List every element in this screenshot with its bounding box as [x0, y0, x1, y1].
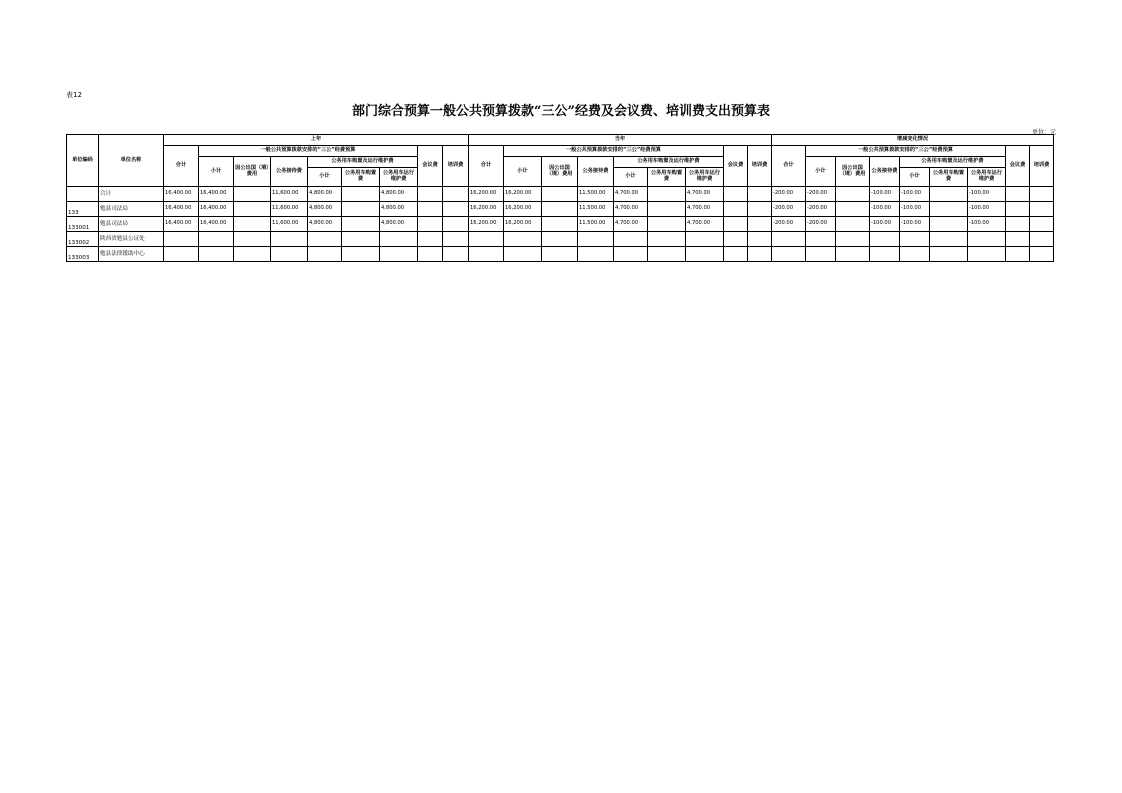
header-unit-name: 单位名称 — [99, 135, 164, 187]
table-number: 表12 — [66, 91, 82, 99]
header-vehicle: 公务用车购置及运行维护费 — [900, 157, 1006, 168]
row-value-cell: 11,500.00 — [578, 187, 614, 202]
row-value-cell: -100.00 — [870, 217, 900, 232]
row-value-cell — [772, 247, 806, 262]
row-value-cell — [836, 187, 870, 202]
table-row — [67, 232, 1054, 247]
row-value-cell — [968, 232, 1006, 247]
header-vehicle-purchase: 公务用车购置费 — [648, 168, 686, 187]
row-value-cell — [542, 202, 578, 217]
row-value-cell — [342, 202, 380, 217]
row-value-cell: 11,500.00 — [578, 202, 614, 217]
row-value-cell: 4,700.00 — [686, 187, 724, 202]
row-value-cell — [836, 247, 870, 262]
header-sanggong: 一般公共预算拨款安排的“三公”经费预算 — [504, 146, 724, 157]
header-abroad: 因公出国（境）费用 — [836, 157, 870, 187]
row-unit-code: 133 — [67, 202, 99, 217]
row-value-cell: 11,600.00 — [271, 187, 308, 202]
row-value-cell — [443, 247, 469, 262]
row-value-cell — [748, 202, 772, 217]
table-body — [67, 187, 1054, 262]
row-value-cell — [748, 247, 772, 262]
row-unit-code — [67, 187, 99, 202]
row-value-cell: -200.00 — [806, 187, 836, 202]
row-value-cell: -100.00 — [900, 187, 930, 202]
row-value-cell — [1006, 247, 1030, 262]
row-value-cell — [724, 232, 748, 247]
row-value-cell — [1030, 187, 1054, 202]
header-group-change: 增减变化情况 — [772, 135, 1054, 146]
row-value-cell: 16,400.00 — [199, 217, 234, 232]
row-value-cell — [504, 232, 542, 247]
row-value-cell — [748, 232, 772, 247]
row-value-cell — [686, 247, 724, 262]
row-value-cell — [748, 187, 772, 202]
header-vehicle-operation: 公务用车运行维护费 — [686, 168, 724, 187]
row-value-cell: -200.00 — [806, 217, 836, 232]
row-value-cell — [199, 232, 234, 247]
row-value-cell — [724, 187, 748, 202]
row-value-cell: 16,200.00 — [504, 202, 542, 217]
row-value-cell: 4,700.00 — [614, 202, 648, 217]
row-value-cell — [418, 202, 443, 217]
row-unit-code: 133001 — [67, 217, 99, 232]
row-value-cell — [806, 232, 836, 247]
header-subtotal: 小计 — [504, 157, 542, 187]
budget-table — [66, 134, 1054, 262]
header-vehicle-subtotal: 小计 — [308, 168, 342, 187]
row-value-cell — [578, 247, 614, 262]
row-value-cell — [836, 232, 870, 247]
header-subtotal: 小计 — [199, 157, 234, 187]
row-value-cell: 4,800.00 — [380, 187, 418, 202]
row-value-cell — [418, 217, 443, 232]
row-value-cell — [443, 232, 469, 247]
row-value-cell: -200.00 — [772, 202, 806, 217]
row-value-cell: -200.00 — [772, 187, 806, 202]
row-value-cell: 4,800.00 — [380, 202, 418, 217]
header-abroad: 因公出国（境）费用 — [234, 157, 271, 187]
row-value-cell — [380, 247, 418, 262]
row-value-cell: 4,800.00 — [308, 217, 342, 232]
header-vehicle-operation: 公务用车运行维护费 — [380, 168, 418, 187]
row-value-cell — [648, 217, 686, 232]
header-total: 合计 — [164, 146, 199, 187]
header-vehicle: 公务用车购置及运行维护费 — [308, 157, 418, 168]
row-value-cell — [870, 232, 900, 247]
row-value-cell — [542, 247, 578, 262]
row-value-cell — [648, 247, 686, 262]
header-vehicle-subtotal: 小计 — [900, 168, 930, 187]
row-value-cell — [900, 232, 930, 247]
row-value-cell: 11,600.00 — [271, 202, 308, 217]
row-value-cell — [542, 187, 578, 202]
header-total: 合计 — [469, 146, 504, 187]
header-meeting: 会议费 — [418, 146, 443, 187]
row-value-cell — [342, 247, 380, 262]
row-value-cell — [870, 247, 900, 262]
header-sanggong: 一般公共预算拨款安排的“三公”经费预算 — [806, 146, 1006, 157]
row-value-cell — [234, 187, 271, 202]
header-reception: 公务接待费 — [578, 157, 614, 187]
unit-label: 单位：元 — [1031, 129, 1056, 136]
header-training: 培训费 — [443, 146, 469, 187]
row-value-cell — [930, 247, 968, 262]
header-vehicle-operation: 公务用车运行维护费 — [968, 168, 1006, 187]
table-row — [67, 202, 1054, 217]
row-value-cell: 4,700.00 — [614, 217, 648, 232]
row-value-cell — [1030, 247, 1054, 262]
row-value-cell — [930, 217, 968, 232]
row-value-cell: 16,400.00 — [199, 202, 234, 217]
row-value-cell — [900, 247, 930, 262]
header-reception: 公务接待费 — [870, 157, 900, 187]
row-value-cell — [836, 217, 870, 232]
header-subtotal: 小计 — [806, 157, 836, 187]
header-sanggong: 一般公共预算拨款安排的“三公”经费预算 — [199, 146, 418, 157]
row-value-cell: -200.00 — [772, 217, 806, 232]
row-value-cell: 16,400.00 — [164, 187, 199, 202]
row-value-cell — [469, 232, 504, 247]
row-value-cell: 11,600.00 — [271, 217, 308, 232]
header-training: 培训费 — [1030, 146, 1054, 187]
row-value-cell — [271, 232, 308, 247]
row-value-cell — [271, 247, 308, 262]
row-value-cell — [234, 232, 271, 247]
row-value-cell: 16,400.00 — [164, 202, 199, 217]
header-reception: 公务接待费 — [271, 157, 308, 187]
row-value-cell — [443, 202, 469, 217]
row-value-cell: 4,700.00 — [614, 187, 648, 202]
row-value-cell — [724, 217, 748, 232]
header-meeting: 会议费 — [1006, 146, 1030, 187]
row-value-cell — [686, 232, 724, 247]
header-vehicle-purchase: 公务用车购置费 — [342, 168, 380, 187]
row-value-cell: -100.00 — [968, 187, 1006, 202]
row-value-cell — [443, 187, 469, 202]
row-value-cell — [648, 202, 686, 217]
row-value-cell — [342, 232, 380, 247]
table-row — [67, 187, 1054, 202]
row-value-cell: 4,800.00 — [308, 202, 342, 217]
row-unit-code: 133002 — [67, 232, 99, 247]
row-unit-name: 合计 — [99, 187, 164, 202]
row-value-cell: 16,200.00 — [504, 217, 542, 232]
row-unit-name: 陕西省勉县公证处 — [99, 232, 164, 247]
row-value-cell — [542, 217, 578, 232]
row-value-cell — [443, 217, 469, 232]
row-value-cell — [648, 187, 686, 202]
row-value-cell — [504, 247, 542, 262]
header-unit-code: 单位编码 — [67, 135, 99, 187]
row-value-cell — [772, 232, 806, 247]
row-value-cell — [578, 232, 614, 247]
header-vehicle-subtotal: 小计 — [614, 168, 648, 187]
row-unit-code: 133003 — [67, 247, 99, 262]
header-total: 合计 — [772, 146, 806, 187]
row-value-cell — [542, 232, 578, 247]
row-value-cell — [1006, 187, 1030, 202]
row-value-cell — [614, 247, 648, 262]
row-value-cell — [164, 247, 199, 262]
row-value-cell — [1006, 202, 1030, 217]
row-value-cell — [234, 247, 271, 262]
row-value-cell — [930, 187, 968, 202]
row-value-cell — [1006, 217, 1030, 232]
table-row — [67, 247, 1054, 262]
row-value-cell — [968, 247, 1006, 262]
row-value-cell: 16,200.00 — [469, 217, 504, 232]
row-value-cell — [418, 247, 443, 262]
row-value-cell — [836, 202, 870, 217]
row-value-cell — [308, 247, 342, 262]
header-abroad: 因公出国（境）费用 — [542, 157, 578, 187]
row-value-cell — [748, 217, 772, 232]
row-value-cell — [614, 232, 648, 247]
row-value-cell: 16,200.00 — [504, 187, 542, 202]
row-value-cell: -100.00 — [870, 202, 900, 217]
row-value-cell — [234, 217, 271, 232]
header-meeting: 会议费 — [724, 146, 748, 187]
row-value-cell — [234, 202, 271, 217]
row-value-cell — [1030, 217, 1054, 232]
row-value-cell: -100.00 — [968, 202, 1006, 217]
row-value-cell: -100.00 — [900, 217, 930, 232]
row-value-cell: -100.00 — [968, 217, 1006, 232]
document-title: 部门综合预算一般公共预算拨款“三公”经费及会议费、培训费支出预算表 — [352, 104, 770, 119]
header-vehicle: 公务用车购置及运行维护费 — [614, 157, 724, 168]
row-value-cell: 4,700.00 — [686, 202, 724, 217]
row-value-cell — [418, 187, 443, 202]
row-unit-name: 勉县司法局 — [99, 202, 164, 217]
row-value-cell — [342, 217, 380, 232]
header-training: 培训费 — [748, 146, 772, 187]
row-value-cell: 4,800.00 — [308, 187, 342, 202]
row-value-cell — [380, 232, 418, 247]
table-row — [67, 217, 1054, 232]
row-value-cell: -100.00 — [900, 202, 930, 217]
row-value-cell: 16,400.00 — [199, 187, 234, 202]
header-vehicle-purchase: 公务用车购置费 — [930, 168, 968, 187]
row-value-cell — [342, 187, 380, 202]
row-value-cell: -100.00 — [870, 187, 900, 202]
row-value-cell — [1030, 202, 1054, 217]
row-unit-name: 勉县法律援助中心 — [99, 247, 164, 262]
row-value-cell: 4,700.00 — [686, 217, 724, 232]
row-value-cell — [724, 247, 748, 262]
row-value-cell: 16,200.00 — [469, 187, 504, 202]
row-value-cell: 16,200.00 — [469, 202, 504, 217]
row-value-cell — [1030, 232, 1054, 247]
row-value-cell — [164, 232, 199, 247]
row-value-cell: 16,400.00 — [164, 217, 199, 232]
row-value-cell: 4,800.00 — [380, 217, 418, 232]
row-value-cell — [724, 202, 748, 217]
row-value-cell — [418, 232, 443, 247]
row-value-cell — [1006, 232, 1030, 247]
header-group-last-year: 上年 — [164, 135, 469, 146]
row-value-cell — [930, 232, 968, 247]
row-unit-name: 勉县司法局 — [99, 217, 164, 232]
row-value-cell: -200.00 — [806, 202, 836, 217]
row-value-cell — [469, 247, 504, 262]
row-value-cell — [199, 247, 234, 262]
row-value-cell — [930, 202, 968, 217]
row-value-cell — [648, 232, 686, 247]
row-value-cell: 11,500.00 — [578, 217, 614, 232]
row-value-cell — [308, 232, 342, 247]
header-group-this-year: 当年 — [469, 135, 772, 146]
row-value-cell — [806, 247, 836, 262]
